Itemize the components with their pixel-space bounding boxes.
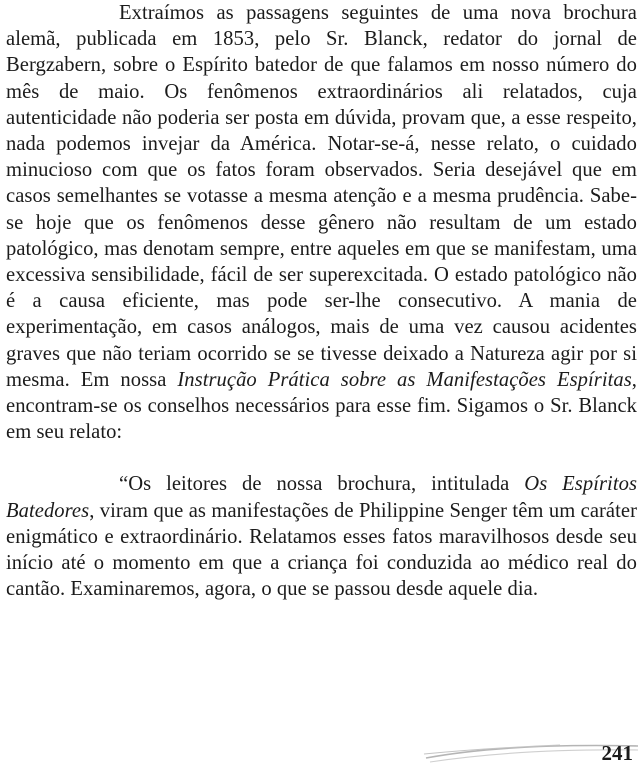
paragraph-quote-text-1: “Os leitores de nossa brochura, intitulada <box>119 473 525 496</box>
page-body <box>6 0 637 602</box>
book-title-instrucao-pratica: Instrução Prática sobre as Manifestações Espíritas <box>177 368 632 391</box>
paragraph-intro <box>6 0 637 445</box>
book-title-espiritos-batedores: Os Espíritos Batedores <box>6 473 638 522</box>
page-number: 241 <box>601 741 633 765</box>
paragraph-quote <box>6 471 637 602</box>
page-footer <box>0 732 641 773</box>
paragraph-intro-text-2: , encontram-se os conselhos necessários para esse fim. Sigamos o Sr. Blanck em seu relato: <box>6 368 637 444</box>
paragraph-intro-text-1: Extraímos as passagens seguintes de uma nova brochura alemã, publicada em 1853, pelo Sr. Blanck, redator do jornal de Bergzabern, sobre o Espírito batedor de que falamos em nosso número do mês de maio. Os fenômenos extraordinários ali relatados, cuja autenticidade não poderia ser posta em dúvida, provam que, a esse respeito, nada podemos invejar da América. Notar-se-á, nesse relato, o cuidado minucioso com que os fatos foram observados. Seria desejável que em casos semelhantes se votasse a mesma atenção e a mesma prudência. Sabe-se hoje que os fenômenos desse gênero não resultam de um estado patológico, mas denotam sempre, entre aqueles em que se manifestam, uma excessiva sensibilidade, fácil de ser superexcitada. O estado patológico não é a causa eficiente, mas pode ser-lhe consecutivo. A mania de experimentação, em casos análogos, mais de uma vez causou acidentes graves que não teriam ocorrido se se tivesse deixado a Natureza agir por si mesma. Em nossa <box>6 2 637 391</box>
paragraph-quote-text-2: , viram que as manifestações de Philippine Senger têm um caráter enigmático e extraordinário. Relatamos esses fatos maravilhosos desde seu início até o momento em que a criança foi conduzida ao médico real do cantão. Examinaremos, agora, o que se passou desde aquele dia. <box>6 499 637 601</box>
